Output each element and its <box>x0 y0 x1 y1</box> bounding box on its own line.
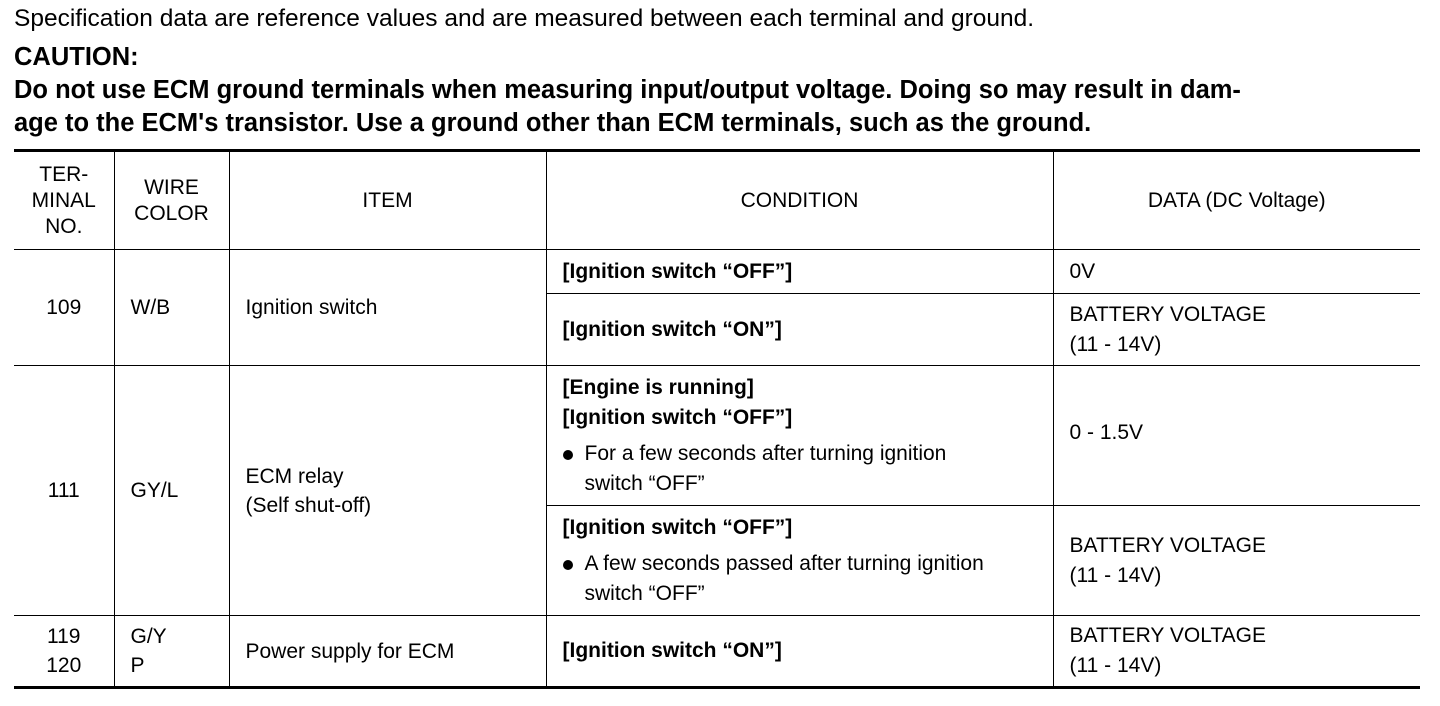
caution-line-2: age to the ECM's transistor. Use a ground other than ECM terminals, such as the ground. <box>14 109 1092 137</box>
bullet-icon <box>563 450 573 460</box>
condition-cell: [Ignition switch “ON”] <box>546 616 1053 688</box>
header-data: DATA (DC Voltage) <box>1053 151 1420 250</box>
condition-cell: [Engine is running] [Ignition switch “OFF”] For a few seconds after turning ignition switch “OFF” <box>546 366 1053 506</box>
bullet-icon <box>563 560 573 570</box>
item-cell: Power supply for ECM <box>229 616 546 688</box>
data-cell: 0 - 1.5V <box>1053 366 1420 506</box>
wire-color-cell: GY/L <box>114 366 229 616</box>
wire-color-cell: W/B <box>114 250 229 366</box>
header-terminal-no: TER- MINAL NO. <box>14 151 114 250</box>
data-cell: 0V <box>1053 250 1420 294</box>
condition-cell: [Ignition switch “ON”] <box>546 294 1053 366</box>
intro-text: Specification data are reference values and are measured between each terminal and ground. <box>14 5 1035 32</box>
caution-line-1: Do not use ECM ground terminals when measuring input/output voltage. Doing so may result in dam- <box>14 76 1241 104</box>
terminal-no-cell: 111 <box>14 366 114 616</box>
condition-bullet: For a few seconds after turning ignition switch “OFF” <box>563 439 1043 499</box>
condition-bullet: A few seconds passed after turning ignition switch “OFF” <box>563 549 1043 609</box>
table-row <box>14 616 1420 688</box>
caution-heading: CAUTION: <box>14 43 139 71</box>
item-cell: ECM relay (Self shut-off) <box>229 366 546 616</box>
condition-cell: [Ignition switch “OFF”] <box>546 250 1053 294</box>
terminal-no-cell: 109 <box>14 250 114 366</box>
table-row <box>14 366 1420 506</box>
item-cell: Ignition switch <box>229 250 546 366</box>
table-row <box>14 250 1420 294</box>
data-cell: BATTERY VOLTAGE (11 - 14V) <box>1053 616 1420 688</box>
caution-text <box>14 74 1424 140</box>
data-cell: BATTERY VOLTAGE (11 - 14V) <box>1053 294 1420 366</box>
header-item: ITEM <box>229 151 546 250</box>
header-condition: CONDITION <box>546 151 1053 250</box>
condition-cell: [Ignition switch “OFF”] A few seconds passed after turning ignition switch “OFF” <box>546 506 1053 616</box>
wire-color-cell: G/Y P <box>114 616 229 688</box>
terminal-no-cell: 119 120 <box>14 616 114 688</box>
header-wire-color: WIRE COLOR <box>114 151 229 250</box>
terminal-spec-table <box>14 149 1420 689</box>
table-header-row <box>14 151 1420 250</box>
data-cell: BATTERY VOLTAGE (11 - 14V) <box>1053 506 1420 616</box>
